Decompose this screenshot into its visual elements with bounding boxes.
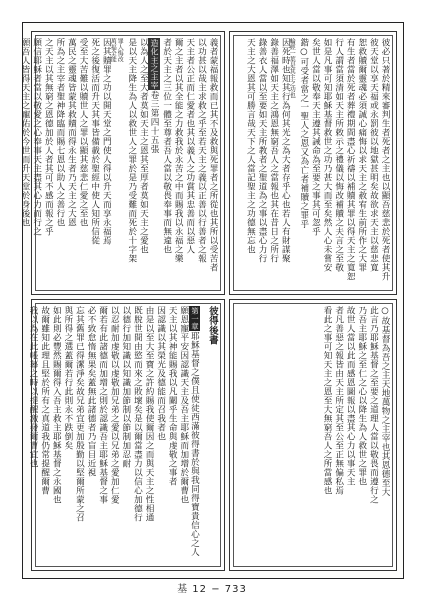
- text-column: 錄善衣人當以至要如天主所教者之聖道為之事以盡心力行: [257, 38, 268, 263]
- text-column: 故爾雖知此理且堅於所有之真道我仍常提醒爾曹: [39, 306, 50, 495]
- text-column: 因死時也知其行為何其光之為大者存乎心也若人有財謀聚: [280, 38, 291, 263]
- text-column: 乃吾主耶穌之至仁之心以降生為人救世之罪也: [356, 306, 367, 486]
- text-column: 由是以至大至寶之許約賜我使爾因之而與天主之性相通: [144, 306, 155, 522]
- bottom-right-columns: [236, 306, 390, 564]
- sub-note: 萬福全能: [109, 38, 117, 62]
- scripture-page: [22, 22, 404, 579]
- text-column: 因認識以其榮光及德能而召我者也: [155, 306, 166, 441]
- text-column: 我以為在此帳幕之時以提醒激發爾曹宜也: [28, 306, 39, 468]
- section-label: [148, 38, 160, 288]
- text-column: 是以天主降生為人以救世人之罪於是乃受難而死於十字架: [126, 38, 137, 263]
- bottom-right-panel: [229, 299, 397, 571]
- text-column: 如此則必豐然賜爾得入吾主救主耶穌基督之永國也: [51, 306, 62, 504]
- text-column: 彼天堂以享天福或永罰彼以地獄甚明矣故欲求天主以慈悲寬: [368, 38, 379, 272]
- text-column: 所為之主宰者聖神降臨而賜七恩以助人之善行也: [54, 38, 65, 227]
- section-badge: 造化主之主宰: [150, 39, 160, 90]
- text-column: 願信耶穌者當以敬愛之心奉事天主盡其心力而行之: [31, 38, 42, 236]
- top-right-columns: [236, 38, 390, 288]
- text-column: 有生者當於死者葬禮期間盡心祈禱以補贖其罪以得天主之寬恕: [345, 38, 356, 281]
- text-column: 之天主以其無窮之恩德加於人者其可不感而報之乎: [43, 38, 54, 236]
- text-column: 以德行加知識以知識加節制以節制加忍耐: [120, 306, 131, 468]
- top-right-panel: [229, 31, 397, 295]
- text-column: 天主者公正而仁愛者也其以義人之功賞其忠善而以惡人: [184, 38, 195, 254]
- text-column: 看此之事可知天主之恩至大無窮吾人之所當感也: [322, 306, 333, 495]
- bottom-left-panel: [28, 299, 225, 571]
- text-column: 死之後復活而升天其事皆備載於聖經中使人知所信從: [89, 38, 100, 245]
- text-column: 受至大苦難以贖世人之罪以顯其慈悲仁愛之至也: [78, 38, 89, 227]
- text-column: ○故基督為吾之主天地萬物之主宰也其恩德至大: [380, 306, 390, 497]
- text-column: 如是凡事可知耶穌基督救世之功乃甚大而至矣然人心未嘗安: [322, 38, 333, 272]
- text-column: 天主以其神能賜我以凡關乎生命與虔敬之事者: [167, 306, 178, 486]
- text-column: 行人謂當須清如天主所敕示之禮儀以悔改補贖之夫言之至敬: [333, 38, 344, 272]
- text-column: 必不致怠惰無果矣蓋無此諸德者乃盲目近視: [86, 306, 97, 477]
- text-column: 者凡善惡之報皆由天主所定其至公至正無偏私焉: [333, 306, 344, 495]
- section-label-text: 卷三第四十五張: [149, 90, 160, 154]
- text-column: 與所得之選蓋爾若行此則永不跌倒矣: [62, 306, 73, 450]
- inline-note: 輪經一葉是其主之功也: [288, 38, 296, 98]
- text-column: 爾之主者以其全能之力救我於永苦之中而賜我以永福之樂: [173, 38, 184, 263]
- text-column: 忘其舊罪已得潔淨矣故兄弟宜更加殷勤以堅爾所蒙之召: [74, 306, 85, 522]
- top-left-panel: [20, 31, 225, 295]
- text-column: 爾若有此諸德而加增之則於認識吾主耶穌基督之事: [97, 306, 108, 504]
- chapter-mark: 第一章: [190, 307, 200, 331]
- text-column: 因其贖罪之功以開天堂之門使人得以升天而享永福焉: [101, 38, 112, 245]
- sub-note: 罪人悔改: [116, 38, 124, 62]
- text-column: 以忍耐加虔敬以虔敬加兄弟之愛以兄弟之愛加仁愛: [109, 306, 120, 504]
- text-column: 恕救贖爾靈魂必須誠心痛悔以求天主之赦宥生前所作之大罪: [356, 38, 367, 272]
- bottom-left-columns: [28, 306, 218, 564]
- text-column: 天主之大恩其可勝言哉天下之人當記聖主之功德無忘也: [245, 38, 256, 254]
- text-column: 此言乃耶穌基督之至要之道理人當以敬畏而遵行之: [368, 306, 379, 504]
- text-column: 彼必只著於精來審判生者死者之主也以顯吾慈悲於死者使其升: [380, 38, 390, 281]
- text-column: 願吾人皆得天主之寵佑於今世而升天堂於身後也: [20, 38, 31, 227]
- verse-text: 耶穌基督之僕且使徒西滿彼得書於與我同得寶貴信心之人: [189, 331, 200, 557]
- text-column: 以功甚以哉主求救之乎至若天主之義以正善以行善者之報: [196, 38, 207, 263]
- text-column: 者於天主之三位一體至尊者吾人當以敬畏奉事而無違也: [161, 38, 172, 254]
- text-column: 既脫世間由慾而來之敗壞矣是以爾當盡力以信心加德行: [132, 306, 143, 522]
- text-column: 故世人當以此而感恩圖報以盡其心力以事天主: [345, 306, 356, 486]
- text-column: 義者蒙福報救而已其不及救與死罪者之所從也其所以受苦者: [208, 38, 218, 272]
- text-column: 願恩寵平安因認識天主及吾主耶穌而加增於爾曹也: [178, 306, 189, 504]
- text-column: 鍇○可受者當之一聖人之恩又為亡者補贖之罪乎: [298, 38, 309, 229]
- text-column: 矣世人當以敬奉天主遵其誡命為至要之事其可忽乎: [310, 38, 321, 236]
- text-column: 萬民之靈魂皆蒙其救贖而得永生者乃天主之大恩: [66, 38, 77, 227]
- text-column: 錄善福澤如天主之鴻恩無窮吾人之當報也其在昔日之所行: [268, 38, 279, 263]
- book-title: 彼得後書: [207, 306, 218, 346]
- page-number: 基 12 − 733: [177, 584, 247, 595]
- top-left-columns: [20, 38, 218, 288]
- text-column: 以為人之至大者莫如天主之恩其至厚者莫如天主之愛也: [138, 38, 149, 254]
- text-column: [189, 306, 201, 564]
